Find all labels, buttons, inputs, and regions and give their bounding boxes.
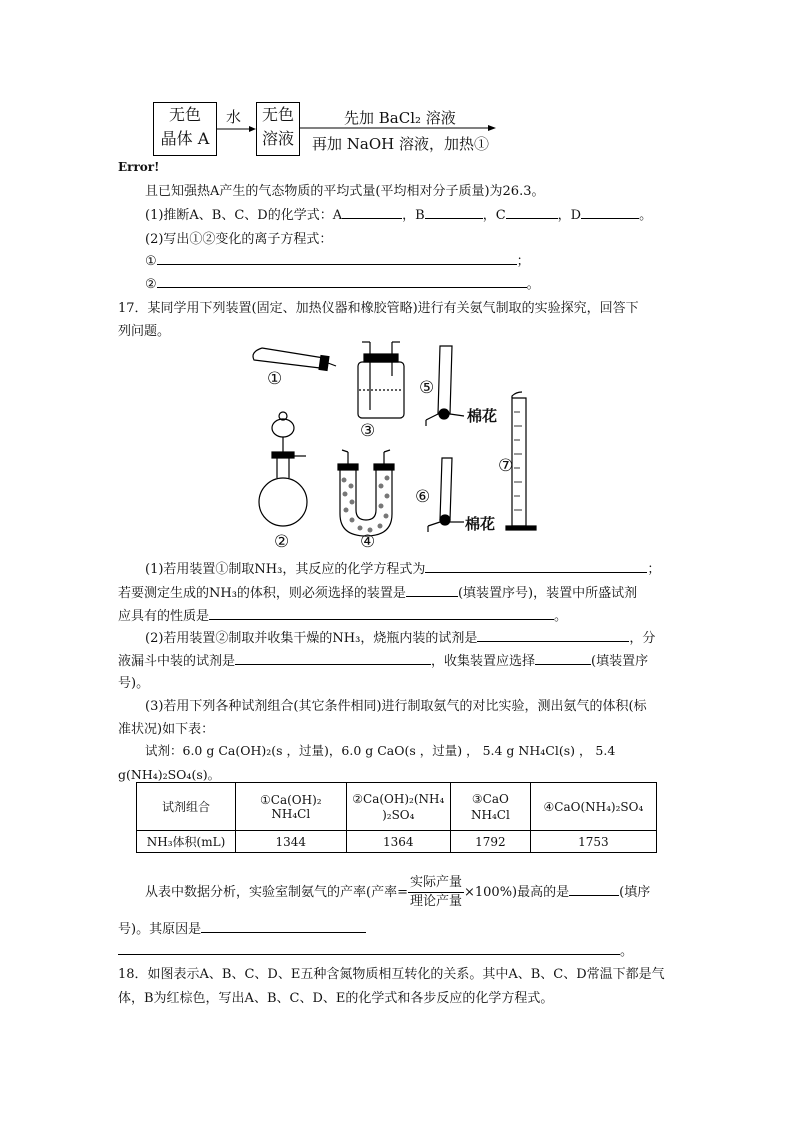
header-combo-2 <box>346 783 450 831</box>
blank-collect-device[interactable] <box>535 652 591 665</box>
s1-b: 若要测定生成的NH₃的体积，则必须选择的装置是 <box>118 586 406 601</box>
label-apparatus-3: ③ <box>360 421 376 441</box>
header-combo-4: ④CaO(NH₄)₂SO₄ <box>530 783 656 831</box>
q17-reason-line-2 <box>118 940 633 959</box>
box-a-line1: 无色 <box>168 105 201 124</box>
value-4: 1753 <box>530 831 656 853</box>
s2-b: 液漏斗中装的试剂是 <box>118 654 236 669</box>
error-text: Error! <box>118 160 160 174</box>
q16-p1-d: ，D <box>557 208 582 223</box>
q17-stem-line2: 列问题。 <box>118 324 171 339</box>
q17-reagent-line-a: 试剂：6.0 g Ca(OH)₂(s ，过量)，6.0 g CaO(s ，过量) ， 5.4 g NH₄Cl(s) ， 5.4 <box>145 743 616 758</box>
box-b-line2: 溶液 <box>261 129 294 148</box>
blank-eq1[interactable] <box>157 252 517 265</box>
reason-label: 号)。其原因是 <box>118 922 202 937</box>
header-combination: 试剂组合 <box>137 783 236 831</box>
ammonia-volume-table <box>136 782 657 853</box>
arrow2-bottom-label: 再加 NaOH 溶液，加热① <box>312 135 489 153</box>
blank-flask-reagent[interactable] <box>477 629 629 642</box>
blank-highest[interactable] <box>569 883 619 896</box>
q16-line2 <box>145 273 540 292</box>
label-apparatus-7: ⑦ <box>498 456 514 476</box>
value-1: 1344 <box>236 831 347 853</box>
box-crystal-a <box>153 102 217 156</box>
arrow2-top-label: 先加 BaCl₂ 溶液 <box>344 109 456 127</box>
header-combo-3 <box>451 783 531 831</box>
yield-c: (填序 <box>619 885 651 900</box>
q17-s2-line-c: 号)。 <box>118 676 150 691</box>
label-apparatus-6: ⑥ <box>415 487 431 507</box>
header-combo-1: ①Ca(OH)₂ NH₄Cl <box>236 783 347 831</box>
apparatus-4-u-tube <box>338 450 394 536</box>
q17-s3-line-a: (3)若用下列各种试剂组合(其它条件相同)进行制取氨气的对比实验，测出氨气的体积(标 <box>145 699 647 714</box>
s2-b-mid: ，收集装置应选择 <box>431 654 536 669</box>
apparatus-2-flask <box>259 412 307 526</box>
blank-reason-1[interactable] <box>201 920 366 933</box>
q17-s2-line-b <box>118 650 648 669</box>
q18-line2: 体，B为红棕色，写出A、B、C、D、E的化学式和各步反应的化学方程式。 <box>118 991 554 1006</box>
apparatus-figure <box>240 340 560 555</box>
table-row <box>137 831 657 853</box>
header-combo-2-line1: ②Ca(OH)₂(NH₄ <box>352 791 445 806</box>
row-label: NH₃体积(mL) <box>137 831 236 853</box>
arrow1-label: 水 <box>226 108 242 126</box>
s1-a: (1)若用装置①制取NH₃，其反应的化学方程式为 <box>145 562 426 577</box>
q16-intro: 且已知强热A产生的气态物质的平均式量(平均相对分子质量)为26.3。 <box>145 184 545 199</box>
label-apparatus-2: ② <box>274 532 290 552</box>
value-2: 1364 <box>346 831 450 853</box>
label-apparatus-5: ⑤ <box>419 378 435 398</box>
line1-end: ； <box>516 254 530 269</box>
header-combo-2-line2: )₂SO₄ <box>382 807 415 822</box>
arrow1 <box>216 124 256 134</box>
table-header-row <box>137 783 657 831</box>
label-cotton-a: 棉花 <box>467 407 498 425</box>
s1-c-end: 。 <box>554 609 568 624</box>
apparatus-3-wash-bottle <box>358 342 404 418</box>
yield-denominator: 理论产量 <box>409 894 462 909</box>
q17-yield-line <box>145 874 650 911</box>
label-apparatus-1: ① <box>267 369 283 389</box>
s1-c: 应具有的性质是 <box>118 609 210 624</box>
blank-a[interactable] <box>342 206 402 219</box>
q17-stem-line1: 17．某同学用下列装置(固定、加热仪器和橡胶管略)进行有关氨气制取的实验探究，回答下 <box>118 301 639 316</box>
q16-p1-c: ，C <box>482 208 506 223</box>
yield-a: 从表中数据分析，实验室制氨气的产率(产率= <box>145 885 408 900</box>
header-combo-3-line2: NH₄Cl <box>471 807 510 822</box>
apparatus-6-tube <box>428 458 464 532</box>
q16-p1-prefix: (1)推断A、B、C、D的化学式：A <box>145 208 343 223</box>
blank-funnel-reagent[interactable] <box>235 652 431 665</box>
blank-reason-2[interactable] <box>118 942 620 955</box>
blank-equation[interactable] <box>425 560 647 573</box>
box-b-line1: 无色 <box>261 105 294 124</box>
q17-s1-line-c <box>118 605 567 624</box>
blank-property[interactable] <box>209 607 554 620</box>
s2-a: (2)若用装置②制取并收集干燥的NH₃，烧瓶内装的试剂是 <box>145 631 478 646</box>
s1-b-end: (填装置序号)，装置中所盛试剂 <box>457 586 638 601</box>
s2-b-end: (填装置序 <box>591 654 649 669</box>
reason-end: 。 <box>620 944 634 959</box>
blank-d[interactable] <box>581 206 639 219</box>
blank-c[interactable] <box>506 206 558 219</box>
line2-label: ② <box>145 277 157 292</box>
line2-end: 。 <box>526 277 540 292</box>
q17-reason-line <box>118 918 366 937</box>
q17-s1-line-a <box>145 558 660 577</box>
q16-p1-end: 。 <box>639 208 653 223</box>
yield-fraction <box>408 874 464 911</box>
yield-numerator: 实际产量 <box>408 874 464 893</box>
box-solution <box>256 102 300 156</box>
arrow2 <box>300 123 496 133</box>
apparatus-1-test-tube <box>253 348 336 370</box>
blank-device[interactable] <box>406 584 458 597</box>
blank-b[interactable] <box>425 206 483 219</box>
line1-label: ① <box>145 254 157 269</box>
q16-part1 <box>145 204 652 223</box>
q17-s1-line-b <box>118 582 637 601</box>
label-cotton-b: 棉花 <box>465 515 496 533</box>
box-a-line2: 晶体 A <box>160 129 210 148</box>
blank-eq2[interactable] <box>157 275 527 288</box>
q17-s2-line-a <box>145 627 655 646</box>
header-combo-3-line1: ③CaO <box>471 791 509 806</box>
value-3: 1792 <box>451 831 531 853</box>
q16-p1-b: ，B <box>402 208 425 223</box>
q17-s3-line-b: 准状况)如下表： <box>118 722 215 737</box>
q16-part2: (2)写出①②变化的离子方程式： <box>145 232 333 247</box>
q16-line1 <box>145 250 530 269</box>
yield-b: ×100%)最高的是 <box>463 885 570 900</box>
s1-a-end: ； <box>647 562 661 577</box>
q18-line1: 18．如图表示A、B、C、D、E五种含氮物质相互转化的关系。其中A、B、C、D常温下都是气 <box>118 967 665 982</box>
q17-reagent-line-b: g(NH₄)₂SO₄(s)。 <box>118 767 221 782</box>
label-apparatus-4: ④ <box>360 532 376 552</box>
s2-a-end: ，分 <box>629 631 656 646</box>
